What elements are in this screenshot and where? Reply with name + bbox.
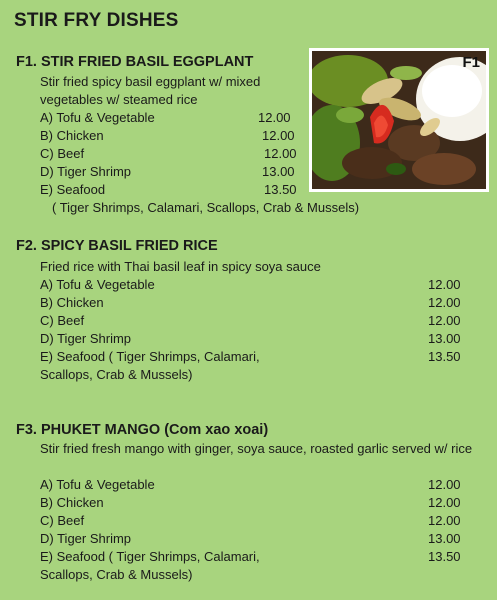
option-label: E) Seafood ( Tiger Shrimps, Calamari,: [40, 549, 260, 564]
dish-title-f1: F1. STIR FRIED BASIL EGGPLANT: [16, 54, 254, 70]
option-label: E) Seafood: [40, 182, 106, 197]
dish-description-f2: Fried rice with Thai basil leaf in spicy soya sauce: [40, 259, 321, 274]
option-price: 12.00: [428, 495, 461, 510]
option-price: 13.00: [428, 531, 461, 546]
dish-title-f2: F2. SPICY BASIL FRIED RICE: [16, 238, 218, 254]
option-price: 12.00: [428, 277, 461, 292]
dish-title-f3: F3. PHUKET MANGO (Com xao xoai): [16, 422, 269, 438]
option-price: 12.00: [258, 110, 291, 125]
dish-description-f1-line2: vegetables w/ steamed rice: [40, 92, 198, 107]
option-label: C) Beef: [40, 313, 85, 328]
page-title: STIR FRY DISHES: [14, 10, 179, 31]
dish-photo-f1: [309, 48, 489, 192]
option-price: 12.00: [428, 295, 461, 310]
option-note: Scallops, Crab & Mussels): [40, 567, 193, 582]
option-label: A) Tofu & Vegetable: [40, 477, 155, 492]
option-price: 12.00: [428, 313, 461, 328]
dish-photo-badge: F1: [462, 54, 480, 71]
option-price: 13.50: [428, 549, 461, 564]
option-price: 13.00: [428, 331, 461, 346]
option-price: 12.00: [264, 146, 297, 161]
option-note: Scallops, Crab & Mussels): [40, 367, 193, 382]
option-label: B) Chicken: [40, 295, 104, 310]
option-label: A) Tofu & Vegetable: [40, 110, 155, 125]
dish-description-f1-line1: Stir fried spicy basil eggplant w/ mixed: [40, 74, 261, 89]
option-label: B) Chicken: [40, 495, 104, 510]
option-price: 12.00: [262, 128, 295, 143]
option-label: C) Beef: [40, 513, 85, 528]
option-note: ( Tiger Shrimps, Calamari, Scallops, Crab & Mussels): [52, 200, 360, 215]
option-label: D) Tiger Shrimp: [40, 331, 132, 346]
option-label: D) Tiger Shrimp: [40, 531, 132, 546]
option-label: D) Tiger Shrimp: [40, 164, 132, 179]
dish-photo-illustration: [312, 51, 486, 189]
option-price: 12.00: [428, 513, 461, 528]
option-price: 12.00: [428, 477, 461, 492]
option-label: E) Seafood ( Tiger Shrimps, Calamari,: [40, 349, 260, 364]
option-label: A) Tofu & Vegetable: [40, 277, 155, 292]
dish-description-f3: Stir fried fresh mango with ginger, soya sauce, roasted garlic served w/ rice: [40, 441, 473, 456]
option-price: 13.50: [428, 349, 461, 364]
option-label: C) Beef: [40, 146, 85, 161]
option-price: 13.00: [262, 164, 295, 179]
option-price: 13.50: [264, 182, 297, 197]
option-label: B) Chicken: [40, 128, 104, 143]
